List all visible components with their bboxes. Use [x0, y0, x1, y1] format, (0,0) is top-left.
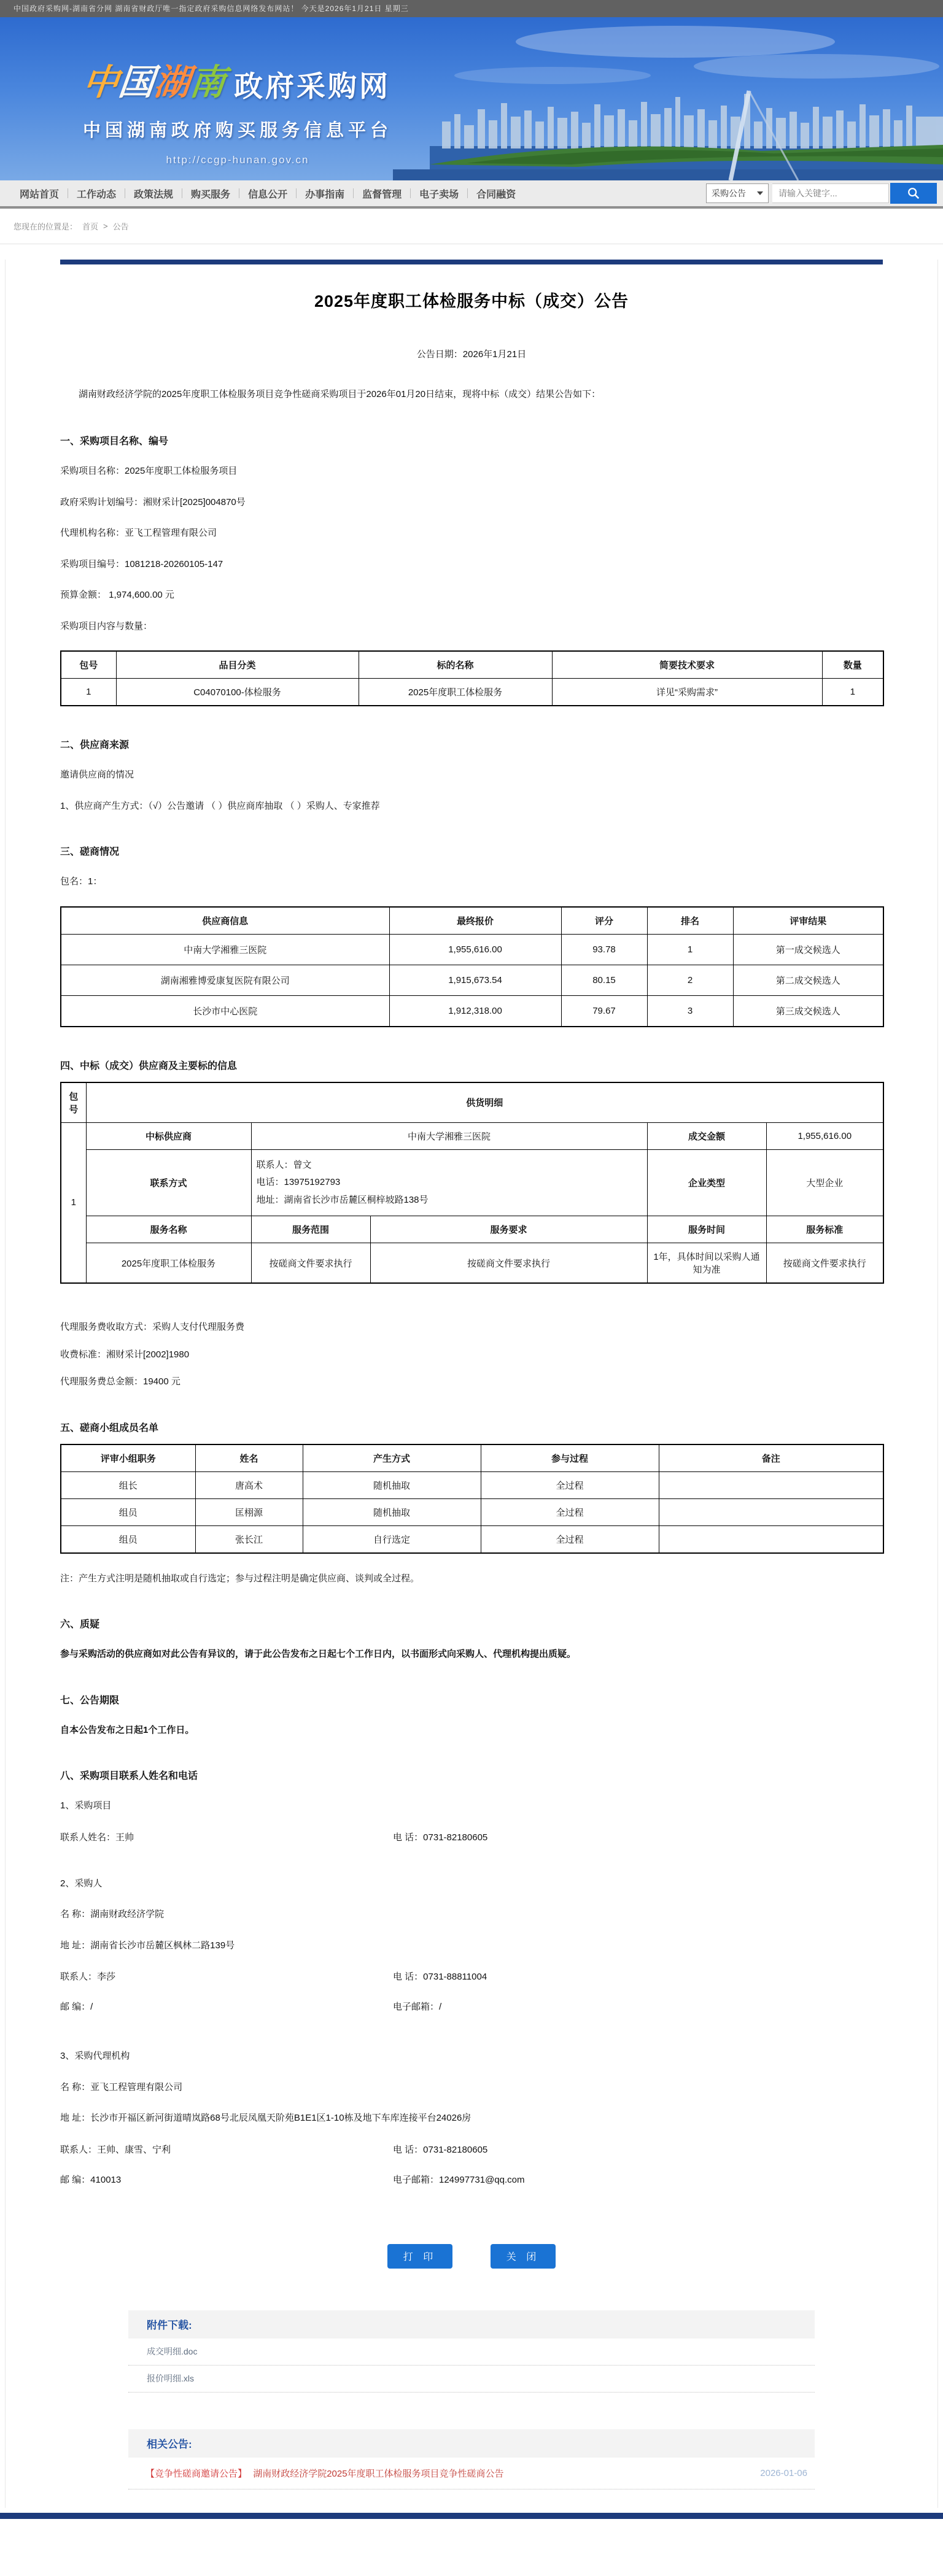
related-date: 2026-01-06: [760, 2467, 807, 2478]
cell-final-quote: 1,915,673.54: [389, 965, 561, 995]
site-notice-bar: 中国政府采购网-湖南省分网 湖南省财政厅唯一指定政府采购信息网络发布网站！ 今天是2026年1月21日 星期三: [0, 0, 943, 17]
cell-method: 随机抽取: [303, 1471, 481, 1498]
cell-service-name: 2025年度职工体检服务: [86, 1243, 251, 1284]
cell-winner-name: 中南大学湘雅三医院: [251, 1122, 647, 1149]
cell-final-quote: 1,955,616.00: [389, 934, 561, 965]
col-header: 产生方式: [303, 1444, 481, 1472]
cell-enterprise-label: 企业类型: [647, 1149, 766, 1216]
contact-address: 地址：湖南省长沙市岳麓区桐梓坡路138号: [256, 1194, 429, 1205]
table-row: [61, 1471, 883, 1498]
cell-score: 93.78: [561, 934, 647, 965]
objection-paragraph: 参与采购活动的供应商如对此公告有异议的，请于此公告发布之日起七个工作日内，以书面形式向采购人、代理机构提出质疑。: [60, 1649, 576, 1659]
nav-item-policy[interactable]: 政策法规: [134, 189, 174, 200]
announcement-article: [60, 260, 883, 2269]
cell-remark: [659, 1525, 883, 1553]
cell-amount-label: 成交金额: [647, 1122, 766, 1149]
main-nav: [0, 180, 943, 209]
site-logo: [80, 63, 393, 166]
table-header-row: [61, 1444, 883, 1472]
col-header-detail: 供货明细: [86, 1082, 883, 1123]
purchaser-email: 电子邮箱：/: [393, 2002, 442, 2012]
package-label: 包名：1：: [60, 876, 103, 887]
cell-score: 80.15: [561, 965, 647, 995]
attachment-file-link[interactable]: 成交明细.doc: [128, 2339, 815, 2366]
purchaser-name: 名 称：湖南财政经济学院: [60, 1909, 165, 1919]
search-bar: [706, 183, 937, 204]
table-row: [61, 1122, 883, 1149]
col-header: 评分: [561, 907, 647, 935]
nav-item-home[interactable]: 网站首页: [20, 189, 60, 200]
announcement-period: 自本公告发布之日起1个工作日。: [60, 1724, 195, 1735]
contact-phone: 电话：13975192793: [256, 1177, 341, 1187]
table-row: [61, 995, 883, 1027]
nav-list: [11, 187, 524, 201]
footer-bar: [0, 2513, 943, 2519]
cell-category: C04070100-体检服务: [116, 679, 359, 706]
contact-name: 联系人姓名：王帅: [60, 1832, 134, 1843]
table-row: [61, 934, 883, 965]
table-row: [61, 679, 883, 706]
table-header-row: [61, 907, 883, 935]
table-row: [61, 1525, 883, 1553]
nav-item-e-mall[interactable]: 电子卖场: [419, 189, 459, 200]
table-row: [61, 1216, 883, 1243]
section4-heading: 四、中标（成交）供应商及主要标的信息: [60, 1060, 238, 1071]
nav-item-guide[interactable]: 办事指南: [305, 189, 345, 200]
cell-role: 组员: [61, 1525, 195, 1553]
cell-name: 唐高术: [195, 1471, 303, 1498]
related-item: [128, 2458, 815, 2489]
page-title: 2025年度职工体检服务中标（成交）公告: [314, 292, 629, 310]
cell-rank: 2: [647, 965, 733, 995]
cell-score: 79.67: [561, 995, 647, 1027]
agency-address: 地 址：长沙市开福区新河街道晴岚路68号北辰凤凰天阶苑B1E1区1-10栋及地下车库连接平台24026房: [60, 2113, 472, 2123]
action-buttons: [60, 2244, 883, 2269]
cell-contact-label: 联系方式: [86, 1149, 251, 1216]
breadcrumb-separator: >: [103, 222, 108, 231]
invite-supplier-line: 邀请供应商的情况: [60, 769, 134, 780]
section5-heading: 五、磋商小组成员名单: [60, 1422, 159, 1433]
table-row: [61, 1149, 883, 1216]
table-row: [61, 1243, 883, 1284]
search-category-value: 采购公告: [712, 188, 746, 198]
search-input[interactable]: [772, 183, 889, 203]
budget-line: 预算金额： 1,974,600.00 元: [60, 590, 174, 600]
cell-package-no: 1: [61, 1122, 86, 1283]
chevron-down-icon: [757, 191, 763, 195]
cell-name: 张长江: [195, 1525, 303, 1553]
cell-amount: 1,955,616.00: [766, 1122, 883, 1149]
group3-title: 3、采购代理机构: [60, 2051, 130, 2061]
table-header-row: [61, 651, 883, 679]
purchaser-address: 地 址：湖南省长沙市岳麓区枫林二路139号: [60, 1940, 235, 1951]
announcement-date: 公告日期：2026年1月21日: [416, 349, 527, 360]
banner-url: http://ccgp-hunan.gov.cn: [166, 154, 309, 166]
intro-paragraph: 湖南财政经济学院的2025年度职工体检服务项目竞争性磋商采购项目于2026年01月20日结束，现将中标（成交）结果公告如下：: [79, 389, 601, 399]
negotiation-result-table: [60, 906, 884, 1027]
related-section: [128, 2429, 815, 2489]
site-banner: [0, 17, 943, 180]
cell-rank: 3: [647, 995, 733, 1027]
cell-role: 组员: [61, 1498, 195, 1525]
related-title: 湖南财政经济学院2025年度职工体检服务项目竞争性磋商公告: [253, 2468, 504, 2479]
cell-service-req: 按磋商文件要求执行: [370, 1243, 647, 1284]
cell-supplier: 长沙市中心医院: [61, 995, 389, 1027]
panel-member-table: [60, 1444, 884, 1554]
agency-phone: 电 话：0731-82180605: [393, 2144, 488, 2155]
group1-title: 1、采购项目: [60, 1800, 112, 1811]
project-name-line: 采购项目名称：2025年度职工体检服务项目: [60, 466, 238, 476]
section3-heading: 三、磋商情况: [60, 847, 120, 857]
contact-pair: [60, 2173, 883, 2186]
col-header: 参与过程: [481, 1444, 659, 1472]
related-heading: 相关公告:: [128, 2429, 815, 2458]
cell-method: 随机抽取: [303, 1498, 481, 1525]
contact-pair: [60, 1830, 883, 1843]
contact-phone: 电 话：0731-82180605: [393, 1832, 488, 1843]
col-header: 供应商信息: [61, 907, 389, 935]
cell-final-quote: 1,912,318.00: [389, 995, 561, 1027]
breadcrumb-current: 公告: [112, 222, 129, 231]
col-header: 评审结果: [733, 907, 883, 935]
fee-standard-line: 收费标准：湘财采计[2002]1980: [60, 1349, 190, 1360]
cell-enterprise-type: 大型企业: [766, 1149, 883, 1216]
col-header: 品目分类: [116, 651, 359, 679]
col-header: 备注: [659, 1444, 883, 1472]
plan-number-line: 政府采购计划编号：湘财采计[2025]004870号: [60, 496, 246, 507]
cell-remark: [659, 1498, 883, 1525]
attachment-file-link[interactable]: 报价明细.xls: [128, 2366, 815, 2393]
col-header: 服务名称: [86, 1216, 251, 1243]
title-divider-bar: [60, 260, 883, 264]
col-header: 姓名: [195, 1444, 303, 1472]
supplier-source-line: 1、供应商产生方式：（√）公告邀请 （ ）供应商库抽取 （ ）采购人、专家推荐: [60, 800, 380, 811]
section1-heading: 一、采购项目名称、编号: [60, 436, 169, 447]
project-content-table: [60, 650, 884, 706]
search-category-select[interactable]: [706, 183, 769, 203]
related-announcement-link[interactable]: [146, 2467, 504, 2480]
cell-review-result: 第三成交候选人: [733, 995, 883, 1027]
cell-subject-name: 2025年度职工体检服务: [359, 679, 552, 706]
table-header-row: [61, 1082, 883, 1123]
cell-qty: 1: [822, 679, 883, 706]
banner-subtitle: 中国湖南政府购买服务信息平台: [83, 121, 393, 141]
col-header: 排名: [647, 907, 733, 935]
cell-review-result: 第二成交候选人: [733, 965, 883, 995]
section7-heading: 七、公告期限: [60, 1695, 120, 1706]
cell-process: 全过程: [481, 1471, 659, 1498]
section6-heading: 六、质疑: [60, 1619, 100, 1630]
cell-rank: 1: [647, 934, 733, 965]
cell-supplier: 中南大学湘雅三医院: [61, 934, 389, 965]
col-header: 简要技术要求: [552, 651, 822, 679]
cell-service-time: 1年，具体时间以采购人通知为准: [647, 1243, 766, 1284]
cell-process: 全过程: [481, 1498, 659, 1525]
purchaser-zip: 邮 编：/: [60, 2002, 93, 2012]
agency-zip: 邮 编：410013: [60, 2174, 122, 2185]
breadcrumb: [0, 209, 943, 244]
table-row: [61, 965, 883, 995]
col-header: 数量: [822, 651, 883, 679]
cell-winner-label: 中标供应商: [86, 1122, 251, 1149]
cell-tech-req: 详见“采购需求”: [552, 679, 822, 706]
col-header: 服务要求: [370, 1216, 647, 1243]
cell-package-no: 1: [61, 679, 116, 706]
col-header-package: 包号: [61, 1082, 86, 1123]
section2-heading: 二、供应商来源: [60, 740, 130, 750]
cell-role: 组长: [61, 1471, 195, 1498]
related-tag: 【竞争性磋商邀请公告】: [146, 2468, 247, 2479]
contact-pair: [60, 1970, 883, 1983]
logo-main-text: 政府采购网: [234, 70, 391, 102]
winner-info-table: [60, 1082, 884, 1284]
cell-service-scope: 按磋商文件要求执行: [251, 1243, 370, 1284]
panel-note: 注：产生方式注明是随机抽取或自行选定；参与过程注明是确定供应商、谈判或全过程。: [60, 1573, 420, 1584]
agency-contact: 联系人：王帅、康雪、宁利: [60, 2144, 171, 2155]
cell-process: 全过程: [481, 1525, 659, 1553]
nav-item-info-disclosure[interactable]: 信息公开: [248, 189, 288, 200]
nav-item-news[interactable]: 工作动态: [77, 189, 117, 200]
content-qty-label: 采购项目内容与数量：: [60, 620, 153, 631]
project-number-line: 采购项目编号：1081218-20260105-147: [60, 558, 223, 569]
attachments-section: [128, 2310, 815, 2393]
col-header: 服务时间: [647, 1216, 766, 1243]
logo-calligraphy: 中国湖南: [80, 63, 228, 102]
agency-name: 名 称：亚飞工程管理有限公司: [60, 2081, 183, 2092]
purchaser-contact: 联系人：李莎: [60, 1972, 116, 1982]
breadcrumb-home-link[interactable]: 首页: [82, 222, 99, 231]
cell-method: 自行选定: [303, 1525, 481, 1553]
group2-title: 2、采购人: [60, 1878, 103, 1889]
close-button[interactable]: 关 闭: [491, 2244, 556, 2269]
attachments-heading: 附件下载:: [128, 2310, 815, 2339]
col-header: 服务范围: [251, 1216, 370, 1243]
cell-remark: [659, 1471, 883, 1498]
cell-supplier: 湖南湘雅博爱康复医院有限公司: [61, 965, 389, 995]
nav-item-supervision[interactable]: 监督管理: [362, 189, 402, 200]
cell-contact-info: [251, 1149, 647, 1216]
section8-heading: 八、采购项目联系人姓名和电话: [60, 1771, 198, 1781]
agency-name-line: 代理机构名称：亚飞工程管理有限公司: [60, 528, 217, 538]
nav-item-contract-finance[interactable]: 合同融资: [476, 189, 516, 200]
col-header: 标的名称: [359, 651, 552, 679]
cell-name: 匡栩源: [195, 1498, 303, 1525]
col-header: 最终报价: [389, 907, 561, 935]
col-header: 包号: [61, 651, 116, 679]
purchaser-phone: 电 话：0731-88811004: [393, 1972, 487, 1982]
search-button[interactable]: [890, 183, 937, 204]
agency-email: 电子邮箱：124997731@qq.com: [393, 2174, 525, 2185]
breadcrumb-prefix: 您现在的位置是：: [14, 222, 78, 231]
contact-pair: [60, 2000, 883, 2013]
main-content: [5, 260, 938, 2508]
col-header: 评审小组职务: [61, 1444, 195, 1472]
print-button[interactable]: 打 印: [387, 2244, 452, 2269]
nav-item-purchase-service[interactable]: 购买服务: [191, 189, 231, 200]
contact-pair: [60, 2143, 883, 2156]
cell-review-result: 第一成交候选人: [733, 934, 883, 965]
cell-service-standard: 按磋商文件要求执行: [766, 1243, 883, 1284]
fee-method-line: 代理服务费收取方式：采购人支付代理服务费: [60, 1322, 245, 1332]
contact-person: 联系人：曾文: [256, 1159, 312, 1170]
table-row: [61, 1498, 883, 1525]
fee-total-line: 代理服务费总金额：19400 元: [60, 1376, 180, 1387]
col-header: 服务标准: [766, 1216, 883, 1243]
search-icon: [907, 187, 920, 200]
